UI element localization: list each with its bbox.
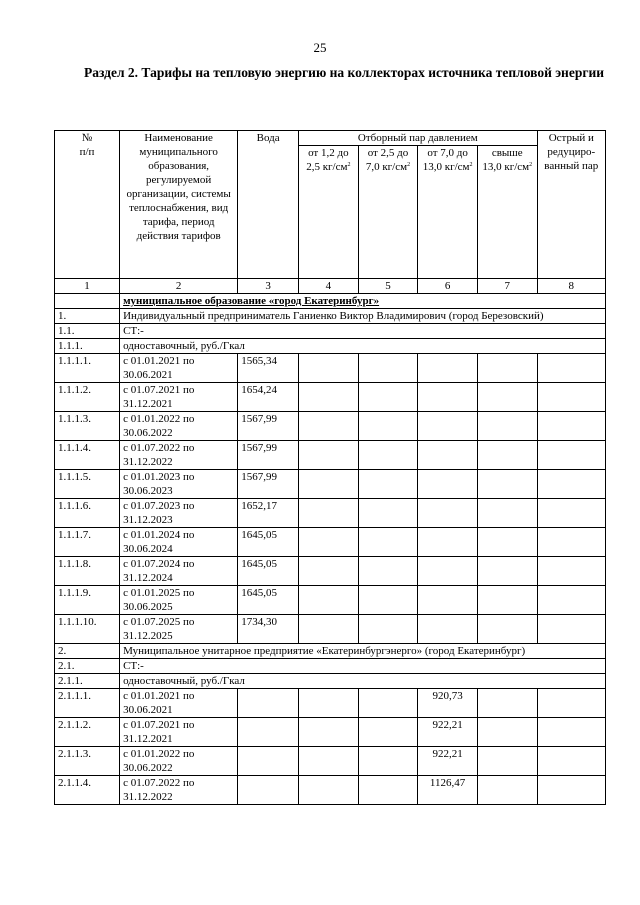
steam-1-2-5-tariff (299, 441, 359, 470)
steam-2-5-7-tariff (358, 499, 418, 528)
table-row (55, 383, 606, 412)
steam-7-13-tariff (418, 412, 478, 441)
table-row (55, 747, 606, 776)
row-period: с 01.07.2023 по 31.12.2023 (120, 499, 238, 528)
steam-7-13-tariff: 922,21 (418, 718, 478, 747)
steam-over-13-tariff (477, 354, 537, 383)
system-num: 2.1. (55, 659, 120, 674)
steam-2-5-7-tariff (358, 557, 418, 586)
row-period: с 01.01.2024 по 30.06.2024 (120, 528, 238, 557)
steam-2-5-7-tariff (358, 718, 418, 747)
water-tariff: 1645,05 (238, 586, 299, 615)
steam-1-2-5-tariff (299, 383, 359, 412)
tariff-type-row (55, 674, 606, 689)
col-index: 6 (418, 279, 478, 294)
steam-over-13-tariff (477, 776, 537, 805)
table-row (55, 470, 606, 499)
row-period: с 01.07.2021 по 31.12.2021 (120, 718, 238, 747)
sharp-steam-tariff (537, 383, 605, 412)
row-num: 2.1.1.3. (55, 747, 120, 776)
steam-2-5-7-tariff (358, 470, 418, 499)
steam-1-2-5-tariff (299, 528, 359, 557)
municipality-num-cell (55, 294, 120, 309)
steam-7-13-tariff: 1126,47 (418, 776, 478, 805)
sharp-steam-tariff (537, 615, 605, 644)
steam-1-2-5-tariff (299, 586, 359, 615)
steam-1-2-5-tariff (299, 747, 359, 776)
sharp-steam-tariff (537, 499, 605, 528)
organization-name: Муниципальное унитарное предприятие «Екатеринбургэнерго» (город Екатеринбург) (120, 644, 606, 659)
tariff-type-row (55, 339, 606, 354)
steam-2-5-7-tariff (358, 528, 418, 557)
header-water: Вода (238, 131, 299, 279)
tariff-type-name: одноставочный, руб./Гкал (120, 339, 606, 354)
water-tariff: 1645,05 (238, 528, 299, 557)
row-period: с 01.01.2022 по 30.06.2022 (120, 412, 238, 441)
steam-1-2-5-tariff (299, 499, 359, 528)
row-num: 1.1.1.1. (55, 354, 120, 383)
row-period: с 01.07.2021 по 31.12.2021 (120, 383, 238, 412)
water-tariff: 1652,17 (238, 499, 299, 528)
steam-over-13-tariff (477, 747, 537, 776)
tariff-type-num: 1.1.1. (55, 339, 120, 354)
steam-2-5-7-tariff (358, 412, 418, 441)
header-row-top (55, 131, 606, 146)
steam-1-2-5-tariff (299, 470, 359, 499)
table-row (55, 557, 606, 586)
header-steam-4: свыше 13,0 $кг/см^2$ (477, 146, 537, 279)
row-period: с 01.07.2022 по 31.12.2022 (120, 776, 238, 805)
header-name: Наименование муниципального образования, регулируемой организации, системы теплоснабжения, вид тарифа, период действия тарифов (120, 131, 238, 279)
sharp-steam-tariff (537, 689, 605, 718)
steam-2-5-7-tariff (358, 747, 418, 776)
col-index: 8 (537, 279, 605, 294)
water-tariff (238, 689, 299, 718)
tariff-type-num: 2.1.1. (55, 674, 120, 689)
sharp-steam-tariff (537, 718, 605, 747)
sharp-steam-tariff (537, 354, 605, 383)
steam-1-2-5-tariff (299, 776, 359, 805)
steam-over-13-tariff (477, 586, 537, 615)
row-num: 1.1.1.10. (55, 615, 120, 644)
steam-2-5-7-tariff (358, 586, 418, 615)
organization-num: 2. (55, 644, 120, 659)
steam-7-13-tariff (418, 470, 478, 499)
sharp-steam-tariff (537, 747, 605, 776)
water-tariff (238, 776, 299, 805)
steam-7-13-tariff: 922,21 (418, 747, 478, 776)
row-num: 1.1.1.7. (55, 528, 120, 557)
steam-over-13-tariff (477, 615, 537, 644)
water-tariff: 1567,99 (238, 441, 299, 470)
header-steam-2: от 2,5 до 7,0 $кг/см^2$ (358, 146, 418, 279)
steam-7-13-tariff (418, 557, 478, 586)
organization-num: 1. (55, 309, 120, 324)
row-num: 1.1.1.4. (55, 441, 120, 470)
steam-7-13-tariff (418, 528, 478, 557)
row-num: 2.1.1.2. (55, 718, 120, 747)
steam-over-13-tariff (477, 718, 537, 747)
steam-7-13-tariff (418, 354, 478, 383)
steam-7-13-tariff (418, 615, 478, 644)
steam-over-13-tariff (477, 470, 537, 499)
header-steam-group: Отборный пар давлением (299, 131, 538, 146)
table-row (55, 776, 606, 805)
steam-2-5-7-tariff (358, 441, 418, 470)
column-index-row (55, 279, 606, 294)
steam-2-5-7-tariff (358, 354, 418, 383)
table-row (55, 586, 606, 615)
system-name: СТ:- (120, 324, 606, 339)
row-period: с 01.01.2023 по 30.06.2023 (120, 470, 238, 499)
steam-1-2-5-tariff (299, 557, 359, 586)
sharp-steam-tariff (537, 470, 605, 499)
row-period: с 01.01.2021 по 30.06.2021 (120, 689, 238, 718)
row-period: с 01.01.2025 по 30.06.2025 (120, 586, 238, 615)
tariff-table (54, 130, 606, 805)
col-index: 4 (299, 279, 359, 294)
steam-2-5-7-tariff (358, 383, 418, 412)
steam-over-13-tariff (477, 412, 537, 441)
row-period: с 01.01.2021 по 30.06.2021 (120, 354, 238, 383)
row-num: 2.1.1.1. (55, 689, 120, 718)
table-row (55, 528, 606, 557)
steam-over-13-tariff (477, 383, 537, 412)
steam-1-2-5-tariff (299, 615, 359, 644)
water-tariff (238, 718, 299, 747)
water-tariff: 1565,34 (238, 354, 299, 383)
col-index: 5 (358, 279, 418, 294)
table-row (55, 441, 606, 470)
header-sharp-steam: Острый и редуциро-ванный пар (537, 131, 605, 279)
row-num: 1.1.1.6. (55, 499, 120, 528)
municipality-name: муниципальное образование «город Екатеринбург» (120, 294, 606, 309)
system-row (55, 659, 606, 674)
tariff-type-name: одноставочный, руб./Гкал (120, 674, 606, 689)
organization-row (55, 309, 606, 324)
row-num: 1.1.1.8. (55, 557, 120, 586)
sharp-steam-tariff (537, 557, 605, 586)
water-tariff: 1734,30 (238, 615, 299, 644)
col-index: 3 (238, 279, 299, 294)
sharp-steam-tariff (537, 776, 605, 805)
table-row (55, 354, 606, 383)
steam-1-2-5-tariff (299, 718, 359, 747)
steam-7-13-tariff (418, 441, 478, 470)
col-index: 2 (120, 279, 238, 294)
section-title: Раздел 2. Тарифы на тепловую энергию на коллекторах источника тепловой энергии (83, 65, 605, 80)
steam-7-13-tariff (418, 499, 478, 528)
steam-2-5-7-tariff (358, 776, 418, 805)
steam-over-13-tariff (477, 528, 537, 557)
steam-1-2-5-tariff (299, 354, 359, 383)
sharp-steam-tariff (537, 412, 605, 441)
row-num: 1.1.1.5. (55, 470, 120, 499)
table-row (55, 718, 606, 747)
row-num: 2.1.1.4. (55, 776, 120, 805)
steam-7-13-tariff (418, 586, 478, 615)
row-period: с 01.01.2022 по 30.06.2022 (120, 747, 238, 776)
steam-7-13-tariff (418, 383, 478, 412)
steam-2-5-7-tariff (358, 615, 418, 644)
header-num: № п/п (55, 131, 120, 279)
water-tariff: 1645,05 (238, 557, 299, 586)
steam-over-13-tariff (477, 557, 537, 586)
water-tariff: 1567,99 (238, 412, 299, 441)
steam-over-13-tariff (477, 689, 537, 718)
table-row (55, 412, 606, 441)
steam-over-13-tariff (477, 499, 537, 528)
row-num: 1.1.1.9. (55, 586, 120, 615)
organization-row (55, 644, 606, 659)
steam-1-2-5-tariff (299, 412, 359, 441)
municipality-row (55, 294, 606, 309)
organization-name: Индивидуальный предприниматель Ганиенко Виктор Владимирович (город Березовский) (120, 309, 606, 324)
header-steam-3: от 7,0 до 13,0 $кг/см^2$ (418, 146, 478, 279)
col-index: 7 (477, 279, 537, 294)
header-steam-1: от 1,2 до 2,5 $кг/см^2$ (299, 146, 359, 279)
system-name: СТ:- (120, 659, 606, 674)
sharp-steam-tariff (537, 586, 605, 615)
table-row (55, 689, 606, 718)
row-num: 1.1.1.2. (55, 383, 120, 412)
sharp-steam-tariff (537, 528, 605, 557)
steam-1-2-5-tariff (299, 689, 359, 718)
system-num: 1.1. (55, 324, 120, 339)
system-row (55, 324, 606, 339)
page-number: 25 (313, 40, 327, 55)
row-period: с 01.07.2024 по 31.12.2024 (120, 557, 238, 586)
row-num: 1.1.1.3. (55, 412, 120, 441)
steam-7-13-tariff: 920,73 (418, 689, 478, 718)
steam-over-13-tariff (477, 441, 537, 470)
table-row (55, 615, 606, 644)
water-tariff (238, 747, 299, 776)
col-index: 1 (55, 279, 120, 294)
water-tariff: 1567,99 (238, 470, 299, 499)
sharp-steam-tariff (537, 441, 605, 470)
steam-2-5-7-tariff (358, 689, 418, 718)
water-tariff: 1654,24 (238, 383, 299, 412)
table-row (55, 499, 606, 528)
row-period: с 01.07.2022 по 31.12.2022 (120, 441, 238, 470)
row-period: с 01.07.2025 по 31.12.2025 (120, 615, 238, 644)
